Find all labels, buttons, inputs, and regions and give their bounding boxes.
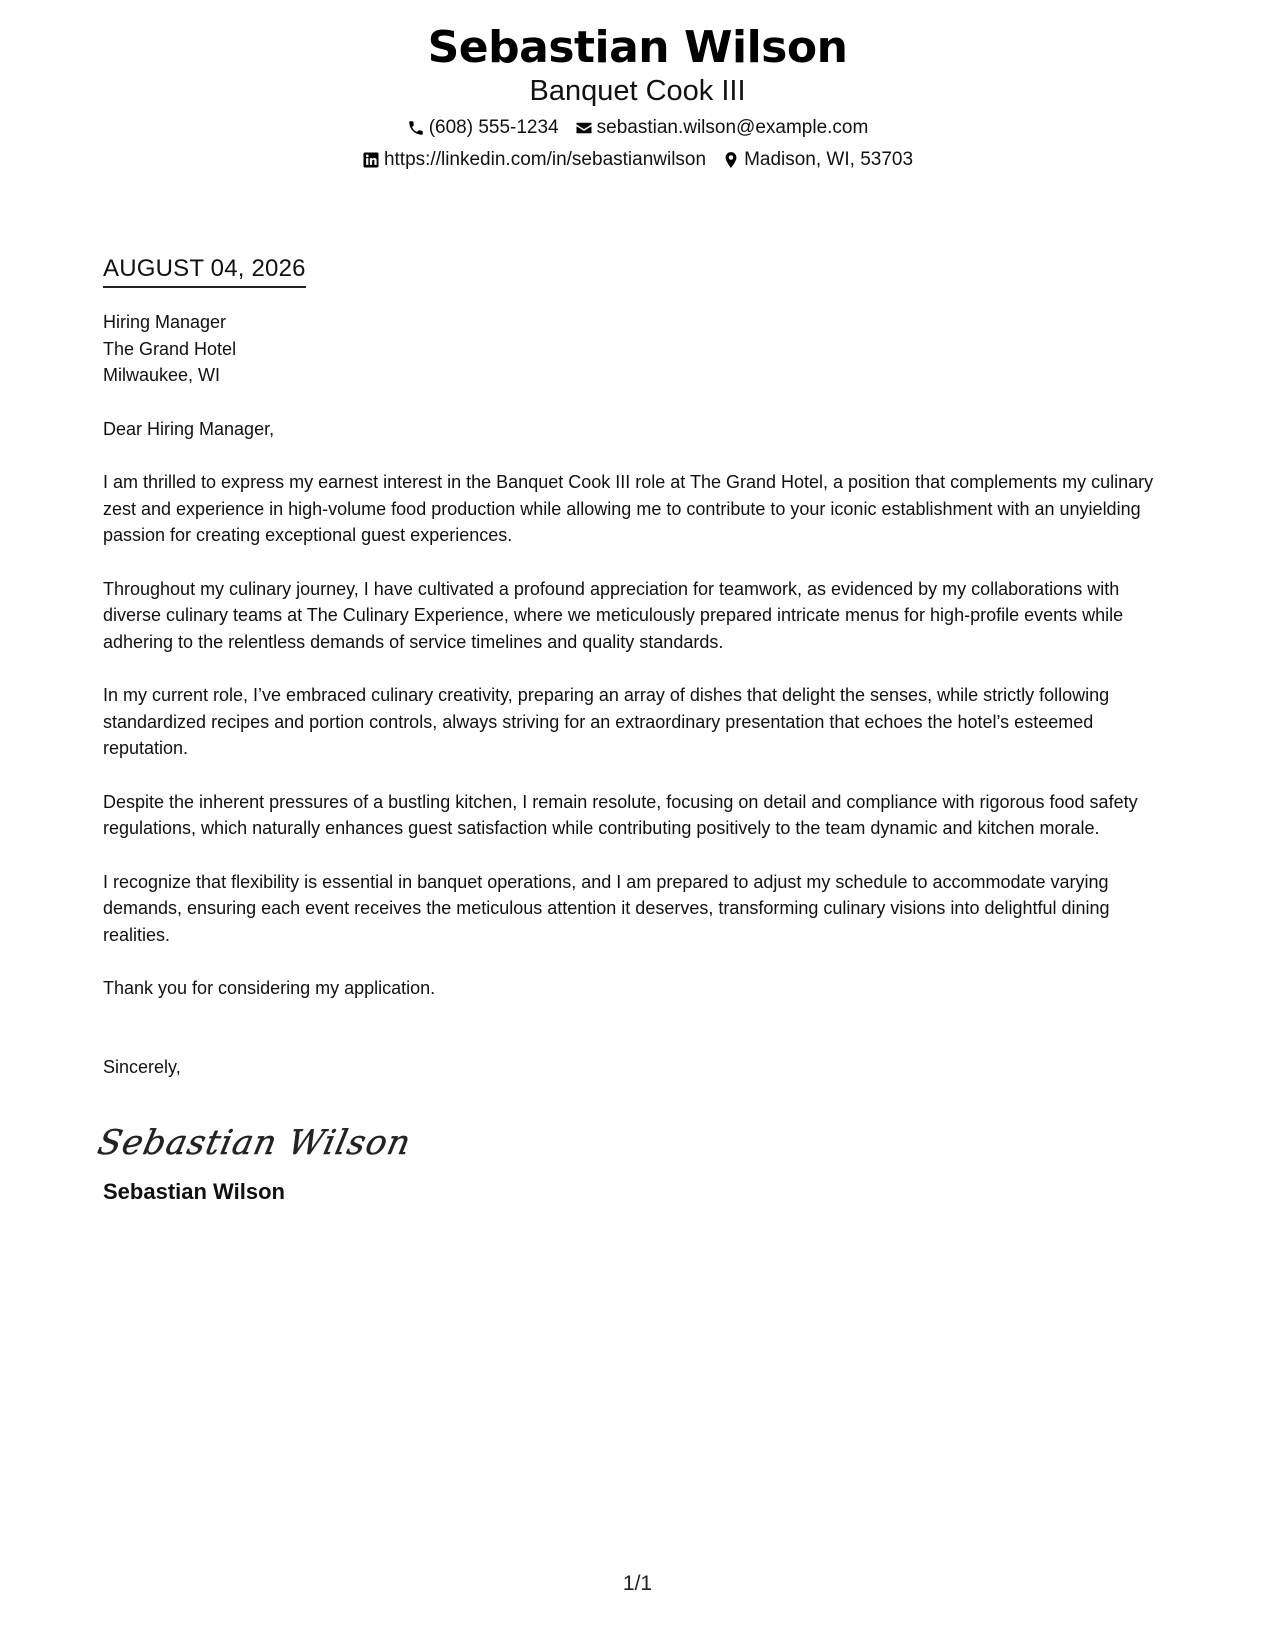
phone-number: (608) 555-1234 — [428, 117, 559, 138]
salutation: Dear Hiring Manager, — [103, 418, 275, 439]
contact-row-secondary — [0, 148, 1275, 172]
recipient-block — [103, 309, 1173, 389]
contact-email — [575, 116, 869, 140]
envelope-icon — [575, 119, 593, 137]
body-paragraph: Thank you for considering my application. — [103, 978, 436, 998]
location-text: Madison, WI, 53703 — [744, 149, 914, 170]
phone-icon — [407, 119, 425, 137]
closing: Sincerely, — [103, 1056, 181, 1077]
letter-body — [94, 254, 1173, 1206]
body-paragraph: I am thrilled to express my earnest interest in the Banquet Cook III role at The Grand Hotel, a position that complements my culinary zest and experience in high-volume food production while allowing me to contribute to your iconic establishment with an unyielding passion for creating exceptional guest experiences. — [103, 472, 1154, 545]
recipient-title: Hiring Manager — [103, 312, 227, 332]
recipient-company: The Grand Hotel — [103, 338, 237, 359]
page-number: 1/1 — [622, 1572, 653, 1595]
signature-image — [94, 1112, 1173, 1172]
contact-row-primary — [0, 116, 1275, 140]
job-title: Banquet Cook III — [529, 75, 746, 107]
contact-location — [722, 148, 913, 172]
email-address: sebastian.wilson@example.com — [596, 117, 869, 138]
contact-linkedin — [362, 148, 706, 172]
letter-date: AUGUST 04, 2026 — [103, 254, 306, 288]
recipient-location: Milwaukee, WI — [103, 365, 221, 385]
signature-script: Sebastian Wilson — [94, 1123, 415, 1163]
contact-phone — [407, 116, 559, 140]
map-pin-icon — [722, 151, 740, 169]
body-paragraph: Throughout my culinary journey, I have cultivated a profound appreciation for teamwork, as evidenced by my collaborations with diverse culinary teams at The Culinary Experience, where we meticulously prepared intricate menus for high-profile events while adhering to the relentless demands of service timelines and quality standards. — [103, 578, 1124, 652]
body-paragraph: Despite the inherent pressures of a bustling kitchen, I remain resolute, focusing on detail and compliance with rigorous food safety regulations, which naturally enhances guest satisfaction while contributing positively to the team dynamic and kitchen morale. — [103, 791, 1138, 838]
linkedin-icon — [362, 151, 380, 169]
letter-header — [0, 20, 1275, 172]
linkedin-url: https://linkedin.com/in/sebastianwilson — [383, 149, 707, 170]
body-paragraph: I recognize that flexibility is essential in banquet operations, and I am prepared to adjust my schedule to accommodate varying demands, ensuring each event receives the meticulous attention it deserves, transforming culinary visions into delightful dining realities. — [103, 871, 1110, 945]
signer-name: Sebastian Wilson — [103, 1179, 285, 1204]
applicant-name: Sebastian Wilson — [427, 22, 848, 73]
body-paragraph: In my current role, I’ve embraced culinary creativity, preparing an array of dishes that delight the senses, while strictly following standardized recipes and portion controls, always striving for an extraordinary presentation that echoes the hotel’s esteemed reputation. — [103, 685, 1110, 758]
